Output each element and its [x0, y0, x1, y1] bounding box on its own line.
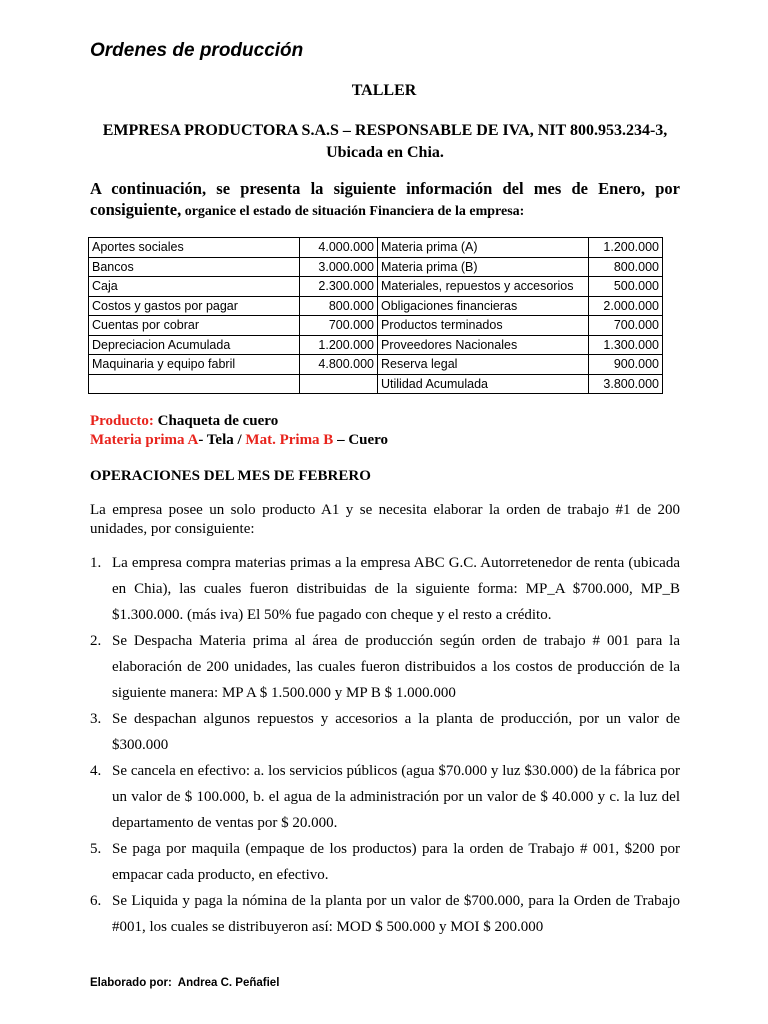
list-item-number: 2. [90, 633, 102, 649]
table-row [89, 355, 663, 375]
account-value-cell: 3.000.000 [300, 257, 378, 277]
intro-paragraph [90, 178, 680, 222]
footer-author: Andrea C. Peñafiel [177, 977, 280, 989]
account-name-cell: Caja [89, 277, 300, 297]
account-value-cell: 700.000 [300, 316, 378, 336]
account-name-cell: Materia prima (A) [378, 238, 589, 258]
footer-credit [90, 977, 279, 989]
list-item-number: 3. [90, 711, 102, 727]
account-name-cell: Maquinaria y equipo fabril [89, 355, 300, 375]
intro-main-text: A continuación, se presenta la siguiente información del mes de Enero, por consiguiente, [90, 179, 680, 219]
table-row [89, 335, 663, 355]
list-item-number: 1. [90, 555, 102, 571]
account-value-cell: 3.800.000 [589, 374, 663, 394]
account-value-cell: 1.300.000 [589, 335, 663, 355]
document-header-title: Ordenes de producción [90, 40, 304, 61]
list-item [90, 628, 680, 706]
account-value-cell: 4.800.000 [300, 355, 378, 375]
list-item [90, 706, 680, 758]
account-value-cell: 1.200.000 [300, 335, 378, 355]
account-name-cell: Bancos [89, 257, 300, 277]
financial-data-table [88, 237, 663, 394]
table-row [89, 316, 663, 336]
account-name-cell: Obligaciones financieras [378, 296, 589, 316]
account-value-cell [300, 374, 378, 394]
table-row [89, 374, 663, 394]
list-item [90, 888, 680, 940]
product-info [90, 412, 388, 450]
account-name-cell: Cuentas por cobrar [89, 316, 300, 336]
list-item [90, 550, 680, 628]
account-name-cell: Aportes sociales [89, 238, 300, 258]
account-name-cell: Reserva legal [378, 355, 589, 375]
mp-b-label: Mat. Prima B [245, 432, 334, 448]
list-item [90, 758, 680, 836]
taller-heading: TALLER [351, 82, 417, 99]
table-row [89, 238, 663, 258]
account-name-cell: Costos y gastos por pagar [89, 296, 300, 316]
account-value-cell: 800.000 [589, 257, 663, 277]
list-item-text: Se paga por maquila (empaque de los productos) para la orden de Trabajo # 001, $200 por empacar cada producto, en efectivo. [112, 841, 680, 883]
list-item [90, 836, 680, 888]
operations-title: OPERACIONES DEL MES DE FEBRERO [90, 468, 371, 484]
mp-a-value: - Tela / [198, 432, 246, 448]
list-item-text: Se cancela en efectivo: a. los servicios públicos (agua $70.000 y luz $30.000) de la fábrica por un valor de $ 100.000, b. el agua de la administración por un valor de $ 40.000 y c. la luz del departamento de ventas por $ 20.000. [112, 763, 680, 831]
list-item-number: 6. [90, 893, 102, 909]
list-item-text: Se despachan algunos repuestos y accesorios a la planta de producción, por un valor de $300.000 [112, 711, 680, 753]
table-row [89, 277, 663, 297]
list-item-number: 4. [90, 763, 102, 779]
account-name-cell: Utilidad Acumulada [378, 374, 589, 394]
account-value-cell: 700.000 [589, 316, 663, 336]
account-value-cell: 800.000 [300, 296, 378, 316]
account-value-cell: 500.000 [589, 277, 663, 297]
account-name-cell [89, 374, 300, 394]
account-name-cell: Depreciacion Acumulada [89, 335, 300, 355]
operations-intro: La empresa posee un solo producto A1 y se necesita elaborar la orden de trabajo #1 de 200 unidades, por consiguiente: [90, 502, 680, 537]
table-row [89, 257, 663, 277]
table-row [89, 296, 663, 316]
mp-a-label: Materia prima A [90, 432, 199, 448]
product-value: Chaqueta de cuero [153, 413, 279, 429]
account-name-cell: Materia prima (B) [378, 257, 589, 277]
product-label: Producto: [90, 413, 154, 429]
intro-small-text: organice el estado de situación Financiera de la empresa: [181, 204, 525, 219]
account-name-cell: Productos terminados [378, 316, 589, 336]
list-item-text: Se Despacha Materia prima al área de producción según orden de trabajo # 001 para la elaboración de 200 unidades, las cuales fueron distribuidos a los costos de producción de la siguiente manera: MP A $ 1.500.000 y MP B $ 1.000.000 [112, 633, 680, 701]
account-name-cell: Materiales, repuestos y accesorios [378, 277, 589, 297]
product-line [90, 412, 388, 431]
company-heading: EMPRESA PRODUCTORA S.A.S – RESPONSABLE DE IVA, NIT 800.953.234-3, Ubicada en Chia. [102, 122, 668, 161]
account-name-cell: Proveedores Nacionales [378, 335, 589, 355]
footer-label: Elaborado por: [90, 977, 172, 989]
account-value-cell: 2.000.000 [589, 296, 663, 316]
list-item-text: Se Liquida y paga la nómina de la planta por un valor de $700.000, para la Orden de Trabajo #001, los cuales se distribuyeron así: MOD $ 500.000 y MOI $ 200.000 [112, 893, 680, 935]
account-value-cell: 900.000 [589, 355, 663, 375]
operations-list [90, 550, 680, 940]
list-item-text: La empresa compra materias primas a la empresa ABC G.C. Autorretenedor de renta (ubicada en Chia), las cuales fueron distribuidas de la siguiente forma: MP_A $700.000, MP_B $1.300.000. (más iva) El 50% fue pagado con cheque y el resto a crédito. [112, 555, 680, 623]
account-value-cell: 4.000.000 [300, 238, 378, 258]
raw-materials-line [90, 431, 388, 450]
account-value-cell: 1.200.000 [589, 238, 663, 258]
list-item-number: 5. [90, 841, 102, 857]
account-value-cell: 2.300.000 [300, 277, 378, 297]
mp-b-value: – Cuero [333, 432, 389, 448]
